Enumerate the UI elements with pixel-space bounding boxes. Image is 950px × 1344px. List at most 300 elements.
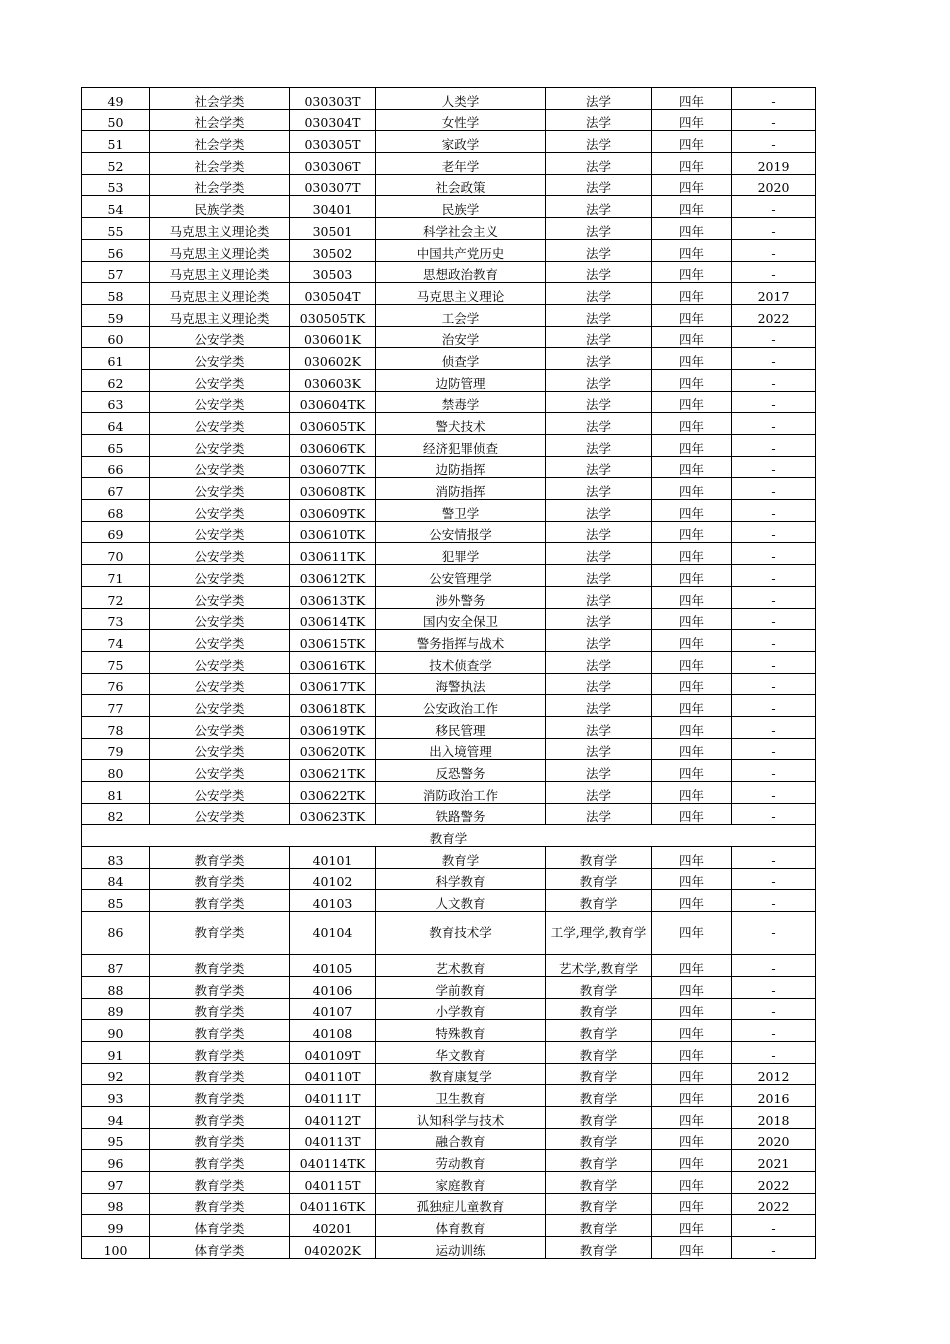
duration-cell: 四年 — [652, 109, 732, 131]
table-row — [82, 782, 816, 804]
added-year-cell: - — [732, 500, 816, 522]
major-code-cell: 030621TK — [290, 760, 376, 782]
added-year-cell: 2016 — [732, 1085, 816, 1107]
major-code-cell: 030618TK — [290, 695, 376, 717]
degree-cell: 法学 — [546, 88, 652, 110]
major-code-cell: 040202K — [290, 1237, 376, 1259]
row-number-cell: 86 — [82, 912, 150, 955]
major-name-cell: 治安学 — [376, 326, 546, 348]
degree-cell: 法学 — [546, 500, 652, 522]
table-row — [82, 174, 816, 196]
major-name-cell: 警务指挥与战术 — [376, 630, 546, 652]
category-cell: 公安学类 — [150, 695, 290, 717]
row-number-cell: 54 — [82, 196, 150, 218]
added-year-cell: - — [732, 738, 816, 760]
category-cell: 公安学类 — [150, 326, 290, 348]
major-name-cell: 融合教育 — [376, 1128, 546, 1150]
table-row — [82, 1063, 816, 1085]
table-row — [82, 88, 816, 110]
duration-cell: 四年 — [652, 1215, 732, 1237]
row-number-cell: 73 — [82, 608, 150, 630]
major-code-cell: 030616TK — [290, 651, 376, 673]
added-year-cell: 2019 — [732, 153, 816, 175]
duration-cell: 四年 — [652, 673, 732, 695]
category-cell: 教育学类 — [150, 1150, 290, 1172]
degree-cell: 法学 — [546, 782, 652, 804]
degree-cell: 法学 — [546, 174, 652, 196]
major-code-cell: 030607TK — [290, 456, 376, 478]
table-row — [82, 109, 816, 131]
major-name-cell: 小学教育 — [376, 998, 546, 1020]
category-cell: 社会学类 — [150, 153, 290, 175]
category-cell: 社会学类 — [150, 109, 290, 131]
row-number-cell: 90 — [82, 1020, 150, 1042]
major-name-cell: 反恐警务 — [376, 760, 546, 782]
table-row — [82, 760, 816, 782]
added-year-cell: - — [732, 782, 816, 804]
table-row — [82, 673, 816, 695]
duration-cell: 四年 — [652, 651, 732, 673]
table-row — [82, 543, 816, 565]
category-cell: 马克思主义理论类 — [150, 283, 290, 305]
added-year-cell: - — [732, 369, 816, 391]
duration-cell: 四年 — [652, 955, 732, 977]
added-year-cell: - — [732, 435, 816, 457]
degree-cell: 法学 — [546, 738, 652, 760]
added-year-cell: - — [732, 673, 816, 695]
duration-cell: 四年 — [652, 912, 732, 955]
major-code-cell: 030611TK — [290, 543, 376, 565]
category-cell: 公安学类 — [150, 608, 290, 630]
major-code-cell: 030601K — [290, 326, 376, 348]
duration-cell: 四年 — [652, 695, 732, 717]
duration-cell: 四年 — [652, 1106, 732, 1128]
added-year-cell: - — [732, 131, 816, 153]
degree-cell: 法学 — [546, 608, 652, 630]
duration-cell: 四年 — [652, 738, 732, 760]
table-row — [82, 651, 816, 673]
duration-cell: 四年 — [652, 174, 732, 196]
duration-cell: 四年 — [652, 304, 732, 326]
major-code-cell: 30401 — [290, 196, 376, 218]
row-number-cell: 71 — [82, 565, 150, 587]
major-name-cell: 艺术教育 — [376, 955, 546, 977]
added-year-cell: - — [732, 976, 816, 998]
added-year-cell: - — [732, 413, 816, 435]
duration-cell: 四年 — [652, 565, 732, 587]
major-code-cell: 030608TK — [290, 478, 376, 500]
added-year-cell: - — [732, 218, 816, 240]
duration-cell: 四年 — [652, 326, 732, 348]
major-name-cell: 警犬技术 — [376, 413, 546, 435]
major-code-cell: 040109T — [290, 1041, 376, 1063]
table-row — [82, 716, 816, 738]
added-year-cell: - — [732, 608, 816, 630]
category-cell: 公安学类 — [150, 435, 290, 457]
row-number-cell: 97 — [82, 1172, 150, 1194]
duration-cell: 四年 — [652, 803, 732, 825]
degree-cell: 法学 — [546, 196, 652, 218]
major-code-cell: 030306T — [290, 153, 376, 175]
added-year-cell: - — [732, 695, 816, 717]
major-code-cell: 030606TK — [290, 435, 376, 457]
degree-cell: 法学 — [546, 521, 652, 543]
major-code-cell: 40107 — [290, 998, 376, 1020]
major-code-cell: 40104 — [290, 912, 376, 955]
category-cell: 教育学类 — [150, 1172, 290, 1194]
degree-cell: 法学 — [546, 586, 652, 608]
degree-cell: 法学 — [546, 565, 652, 587]
row-number-cell: 72 — [82, 586, 150, 608]
table-row — [82, 868, 816, 890]
major-code-cell: 40201 — [290, 1215, 376, 1237]
row-number-cell: 56 — [82, 239, 150, 261]
category-cell: 公安学类 — [150, 348, 290, 370]
row-number-cell: 62 — [82, 369, 150, 391]
major-name-cell: 家政学 — [376, 131, 546, 153]
major-name-cell: 侦查学 — [376, 348, 546, 370]
category-cell: 公安学类 — [150, 543, 290, 565]
duration-cell: 四年 — [652, 760, 732, 782]
degree-cell: 教育学 — [546, 890, 652, 912]
table-row — [82, 1193, 816, 1215]
row-number-cell: 67 — [82, 478, 150, 500]
duration-cell: 四年 — [652, 131, 732, 153]
major-name-cell: 警卫学 — [376, 500, 546, 522]
table-row — [82, 413, 816, 435]
row-number-cell: 99 — [82, 1215, 150, 1237]
major-code-cell: 40105 — [290, 955, 376, 977]
row-number-cell: 53 — [82, 174, 150, 196]
major-code-cell: 040116TK — [290, 1193, 376, 1215]
major-code-cell: 030614TK — [290, 608, 376, 630]
degree-cell: 法学 — [546, 348, 652, 370]
major-code-cell: 030612TK — [290, 565, 376, 587]
major-code-cell: 030307T — [290, 174, 376, 196]
degree-cell: 教育学 — [546, 1041, 652, 1063]
added-year-cell: - — [732, 1041, 816, 1063]
major-name-cell: 中国共产党历史 — [376, 239, 546, 261]
category-cell: 公安学类 — [150, 716, 290, 738]
category-cell: 公安学类 — [150, 521, 290, 543]
degree-cell: 法学 — [546, 760, 652, 782]
duration-cell: 四年 — [652, 1020, 732, 1042]
degree-cell: 法学 — [546, 413, 652, 435]
major-code-cell: 030305T — [290, 131, 376, 153]
major-name-cell: 经济犯罪侦查 — [376, 435, 546, 457]
category-cell: 教育学类 — [150, 1106, 290, 1128]
category-cell: 公安学类 — [150, 586, 290, 608]
major-code-cell: 040115T — [290, 1172, 376, 1194]
degree-cell: 法学 — [546, 369, 652, 391]
table-row — [82, 1085, 816, 1107]
row-number-cell: 88 — [82, 976, 150, 998]
added-year-cell: - — [732, 868, 816, 890]
added-year-cell: - — [732, 651, 816, 673]
degree-cell: 教育学 — [546, 1237, 652, 1259]
row-number-cell: 89 — [82, 998, 150, 1020]
row-number-cell: 51 — [82, 131, 150, 153]
degree-cell: 教育学 — [546, 1063, 652, 1085]
duration-cell: 四年 — [652, 586, 732, 608]
major-code-cell: 30503 — [290, 261, 376, 283]
category-cell: 社会学类 — [150, 174, 290, 196]
category-cell: 民族学类 — [150, 196, 290, 218]
major-name-cell: 消防政治工作 — [376, 782, 546, 804]
category-cell: 教育学类 — [150, 1063, 290, 1085]
degree-cell: 法学 — [546, 456, 652, 478]
table-row — [82, 1106, 816, 1128]
degree-cell: 法学 — [546, 261, 652, 283]
row-number-cell: 91 — [82, 1041, 150, 1063]
row-number-cell: 70 — [82, 543, 150, 565]
row-number-cell: 52 — [82, 153, 150, 175]
major-name-cell: 科学社会主义 — [376, 218, 546, 240]
category-cell: 马克思主义理论类 — [150, 261, 290, 283]
major-code-cell: 040113T — [290, 1128, 376, 1150]
duration-cell: 四年 — [652, 521, 732, 543]
major-name-cell: 社会政策 — [376, 174, 546, 196]
table-row — [82, 847, 816, 869]
major-code-cell: 40103 — [290, 890, 376, 912]
row-number-cell: 98 — [82, 1193, 150, 1215]
duration-cell: 四年 — [652, 890, 732, 912]
table-row — [82, 1172, 816, 1194]
table-row — [82, 391, 816, 413]
major-code-cell: 030505TK — [290, 304, 376, 326]
duration-cell: 四年 — [652, 1085, 732, 1107]
table-row — [82, 304, 816, 326]
category-cell: 体育学类 — [150, 1237, 290, 1259]
row-number-cell: 96 — [82, 1150, 150, 1172]
duration-cell: 四年 — [652, 1193, 732, 1215]
table-row — [82, 283, 816, 305]
degree-cell: 教育学 — [546, 868, 652, 890]
major-name-cell: 家庭教育 — [376, 1172, 546, 1194]
added-year-cell: - — [732, 326, 816, 348]
category-cell: 教育学类 — [150, 1128, 290, 1150]
added-year-cell: - — [732, 196, 816, 218]
degree-cell: 法学 — [546, 716, 652, 738]
duration-cell: 四年 — [652, 239, 732, 261]
category-cell: 公安学类 — [150, 738, 290, 760]
duration-cell: 四年 — [652, 1172, 732, 1194]
category-cell: 公安学类 — [150, 630, 290, 652]
major-code-cell: 030620TK — [290, 738, 376, 760]
major-name-cell: 涉外警务 — [376, 586, 546, 608]
degree-cell: 法学 — [546, 630, 652, 652]
added-year-cell: 2017 — [732, 283, 816, 305]
table-row — [82, 976, 816, 998]
degree-cell: 法学 — [546, 218, 652, 240]
category-cell: 马克思主义理论类 — [150, 304, 290, 326]
degree-cell: 法学 — [546, 153, 652, 175]
major-name-cell: 铁路警务 — [376, 803, 546, 825]
added-year-cell: 2021 — [732, 1150, 816, 1172]
major-code-cell: 40102 — [290, 868, 376, 890]
table-row — [82, 998, 816, 1020]
added-year-cell: - — [732, 890, 816, 912]
added-year-cell: - — [732, 760, 816, 782]
major-name-cell: 国内安全保卫 — [376, 608, 546, 630]
row-number-cell: 100 — [82, 1237, 150, 1259]
table-row — [82, 1237, 816, 1259]
duration-cell: 四年 — [652, 976, 732, 998]
major-code-cell: 30502 — [290, 239, 376, 261]
major-name-cell: 体育教育 — [376, 1215, 546, 1237]
major-name-cell: 禁毒学 — [376, 391, 546, 413]
major-code-cell: 030617TK — [290, 673, 376, 695]
added-year-cell: - — [732, 912, 816, 955]
major-code-cell: 030504T — [290, 283, 376, 305]
major-name-cell: 移民管理 — [376, 716, 546, 738]
duration-cell: 四年 — [652, 608, 732, 630]
section-header-row — [82, 825, 816, 847]
table-row — [82, 890, 816, 912]
table-row — [82, 1020, 816, 1042]
major-name-cell: 运动训练 — [376, 1237, 546, 1259]
major-code-cell: 30501 — [290, 218, 376, 240]
category-cell: 公安学类 — [150, 803, 290, 825]
category-cell: 教育学类 — [150, 868, 290, 890]
table-row — [82, 608, 816, 630]
major-code-cell: 030304T — [290, 109, 376, 131]
row-number-cell: 78 — [82, 716, 150, 738]
table-row — [82, 1150, 816, 1172]
category-cell: 公安学类 — [150, 565, 290, 587]
major-code-cell: 040110T — [290, 1063, 376, 1085]
row-number-cell: 61 — [82, 348, 150, 370]
category-cell: 马克思主义理论类 — [150, 239, 290, 261]
duration-cell: 四年 — [652, 868, 732, 890]
degree-cell: 法学 — [546, 695, 652, 717]
major-code-cell: 40106 — [290, 976, 376, 998]
degree-cell: 教育学 — [546, 1172, 652, 1194]
major-name-cell: 公安政治工作 — [376, 695, 546, 717]
category-cell: 教育学类 — [150, 890, 290, 912]
added-year-cell: 2022 — [732, 304, 816, 326]
major-code-cell: 030622TK — [290, 782, 376, 804]
major-name-cell: 学前教育 — [376, 976, 546, 998]
row-number-cell: 81 — [82, 782, 150, 804]
degree-cell: 法学 — [546, 478, 652, 500]
added-year-cell: - — [732, 88, 816, 110]
degree-cell: 教育学 — [546, 1193, 652, 1215]
row-number-cell: 60 — [82, 326, 150, 348]
degree-cell: 教育学 — [546, 1020, 652, 1042]
added-year-cell: - — [732, 543, 816, 565]
added-year-cell: - — [732, 1020, 816, 1042]
row-number-cell: 66 — [82, 456, 150, 478]
degree-cell: 工学,理学,教育学 — [546, 912, 652, 955]
degree-cell: 教育学 — [546, 847, 652, 869]
added-year-cell: - — [732, 803, 816, 825]
category-cell: 教育学类 — [150, 1020, 290, 1042]
major-name-cell: 教育康复学 — [376, 1063, 546, 1085]
degree-cell: 法学 — [546, 435, 652, 457]
degree-cell: 艺术学,教育学 — [546, 955, 652, 977]
category-cell: 体育学类 — [150, 1215, 290, 1237]
category-cell: 公安学类 — [150, 478, 290, 500]
table-row — [82, 196, 816, 218]
added-year-cell: 2022 — [732, 1172, 816, 1194]
duration-cell: 四年 — [652, 998, 732, 1020]
added-year-cell: - — [732, 586, 816, 608]
major-code-cell: 040114TK — [290, 1150, 376, 1172]
row-number-cell: 55 — [82, 218, 150, 240]
row-number-cell: 77 — [82, 695, 150, 717]
degree-cell: 教育学 — [546, 998, 652, 1020]
major-code-cell: 030602K — [290, 348, 376, 370]
table-row — [82, 630, 816, 652]
major-code-cell: 040112T — [290, 1106, 376, 1128]
duration-cell: 四年 — [652, 1237, 732, 1259]
duration-cell: 四年 — [652, 1041, 732, 1063]
major-code-cell: 030609TK — [290, 500, 376, 522]
added-year-cell: - — [732, 478, 816, 500]
major-name-cell: 边防指挥 — [376, 456, 546, 478]
major-name-cell: 公安情报学 — [376, 521, 546, 543]
major-name-cell: 工会学 — [376, 304, 546, 326]
duration-cell: 四年 — [652, 261, 732, 283]
table-row — [82, 586, 816, 608]
category-cell: 公安学类 — [150, 651, 290, 673]
duration-cell: 四年 — [652, 500, 732, 522]
added-year-cell: - — [732, 716, 816, 738]
degree-cell: 法学 — [546, 543, 652, 565]
category-cell: 教育学类 — [150, 955, 290, 977]
added-year-cell: 2022 — [732, 1193, 816, 1215]
duration-cell: 四年 — [652, 88, 732, 110]
category-cell: 社会学类 — [150, 88, 290, 110]
category-cell: 教育学类 — [150, 1085, 290, 1107]
table-row — [82, 521, 816, 543]
category-cell: 马克思主义理论类 — [150, 218, 290, 240]
major-name-cell: 技术侦查学 — [376, 651, 546, 673]
major-name-cell: 科学教育 — [376, 868, 546, 890]
row-number-cell: 74 — [82, 630, 150, 652]
table-row — [82, 261, 816, 283]
degree-cell: 法学 — [546, 239, 652, 261]
category-cell: 公安学类 — [150, 500, 290, 522]
row-number-cell: 82 — [82, 803, 150, 825]
major-code-cell: 030605TK — [290, 413, 376, 435]
added-year-cell: 2012 — [732, 1063, 816, 1085]
row-number-cell: 94 — [82, 1106, 150, 1128]
row-number-cell: 64 — [82, 413, 150, 435]
category-cell: 教育学类 — [150, 1193, 290, 1215]
row-number-cell: 76 — [82, 673, 150, 695]
row-number-cell: 84 — [82, 868, 150, 890]
duration-cell: 四年 — [652, 716, 732, 738]
category-cell: 教育学类 — [150, 912, 290, 955]
table-row — [82, 565, 816, 587]
added-year-cell: - — [732, 847, 816, 869]
added-year-cell: - — [732, 521, 816, 543]
major-name-cell: 卫生教育 — [376, 1085, 546, 1107]
duration-cell: 四年 — [652, 543, 732, 565]
added-year-cell: - — [732, 391, 816, 413]
table-row — [82, 456, 816, 478]
table-row — [82, 131, 816, 153]
degree-cell: 法学 — [546, 651, 652, 673]
category-cell: 教育学类 — [150, 847, 290, 869]
major-code-cell: 40108 — [290, 1020, 376, 1042]
major-name-cell: 教育技术学 — [376, 912, 546, 955]
added-year-cell: - — [732, 1215, 816, 1237]
table-row — [82, 1041, 816, 1063]
category-cell: 教育学类 — [150, 976, 290, 998]
